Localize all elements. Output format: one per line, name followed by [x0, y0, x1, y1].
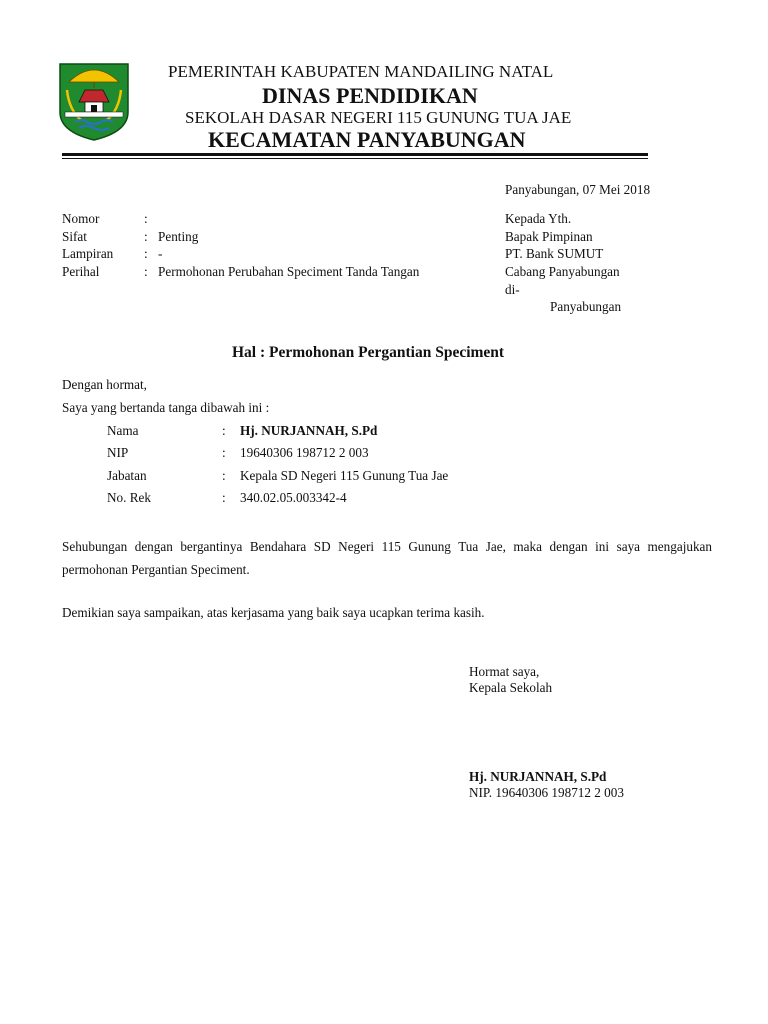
- letter-body-paragraph-1: Sehubungan dengan bergantinya Bendahara SD Negeri 115 Gunung Tua Jae, maka dengan ini saya mengajukan permohonan Pergantian Speciment.: [62, 539, 712, 577]
- recipient-line-4: Cabang Panyabungan: [505, 264, 620, 279]
- recipient-line-5: di-: [505, 282, 520, 297]
- meta-nomor-colon: :: [144, 211, 148, 226]
- meta-lampiran-colon: :: [144, 246, 148, 261]
- meta-sifat-label: Sifat: [62, 229, 87, 244]
- identity-nip-colon: :: [222, 445, 226, 460]
- letterhead-district: KECAMATAN PANYABUNGAN: [208, 127, 526, 152]
- identity-jabatan-value: Kepala SD Negeri 115 Gunung Tua Jae: [240, 468, 449, 483]
- identity-nip-value: 19640306 198712 2 003: [240, 445, 369, 460]
- letter-date: Panyabungan, 07 Mei 2018: [505, 182, 651, 197]
- meta-lampiran-value: -: [158, 246, 163, 261]
- mandailing-natal-emblem: [57, 60, 131, 142]
- meta-lampiran-label: Lampiran: [62, 246, 114, 261]
- emblem-ribbon: [65, 112, 123, 117]
- recipient-line-2: Bapak Pimpinan: [505, 229, 593, 244]
- letterhead-agency: DINAS PENDIDIKAN: [262, 83, 478, 108]
- letter-body-paragraph-2: Demikian saya sampaikan, atas kerjasama yang baik saya ucapkan terima kasih.: [62, 605, 485, 620]
- identity-jabatan-colon: :: [222, 468, 226, 483]
- identity-nip-label: NIP: [107, 445, 129, 460]
- meta-sifat-colon: :: [144, 229, 148, 244]
- identity-norek-colon: :: [222, 490, 226, 505]
- identity-nama-colon: :: [222, 423, 226, 438]
- recipient-line-6: Panyabungan: [550, 299, 622, 314]
- meta-nomor-label: Nomor: [62, 211, 100, 226]
- closing-salutation: Hormat saya,: [469, 664, 540, 679]
- identity-nama-label: Nama: [107, 423, 139, 438]
- closing-position: Kepala Sekolah: [469, 680, 553, 695]
- letterhead-school: SEKOLAH DASAR NEGERI 115 GUNUNG TUA JAE: [185, 108, 572, 127]
- identity-nama-value: Hj. NURJANNAH, S.Pd: [240, 423, 378, 438]
- letterhead-rule-thin: [62, 158, 648, 159]
- meta-perihal-label: Perihal: [62, 264, 100, 279]
- signatory-name: Hj. NURJANNAH, S.Pd: [469, 769, 607, 784]
- recipient-line-3: PT. Bank SUMUT: [505, 246, 604, 261]
- letter-greeting: Dengan hormat,: [62, 377, 147, 392]
- letter-intro: Saya yang bertanda tanga dibawah ini :: [62, 400, 270, 415]
- identity-norek-value: 340.02.05.003342-4: [240, 490, 347, 505]
- identity-norek-label: No. Rek: [107, 490, 151, 505]
- meta-perihal-colon: :: [144, 264, 148, 279]
- signatory-nip: NIP. 19640306 198712 2 003: [469, 785, 624, 800]
- meta-perihal-value: Permohonan Perubahan Speciment Tanda Tangan: [158, 264, 420, 279]
- recipient-line-1: Kepada Yth.: [505, 211, 572, 226]
- letter-subject: Hal : Permohonan Pergantian Speciment: [232, 344, 505, 361]
- letterhead-rule-thick: [62, 153, 648, 156]
- identity-jabatan-label: Jabatan: [107, 468, 147, 483]
- meta-sifat-value: Penting: [158, 229, 199, 244]
- letterhead-government: PEMERINTAH KABUPATEN MANDAILING NATAL: [168, 62, 554, 81]
